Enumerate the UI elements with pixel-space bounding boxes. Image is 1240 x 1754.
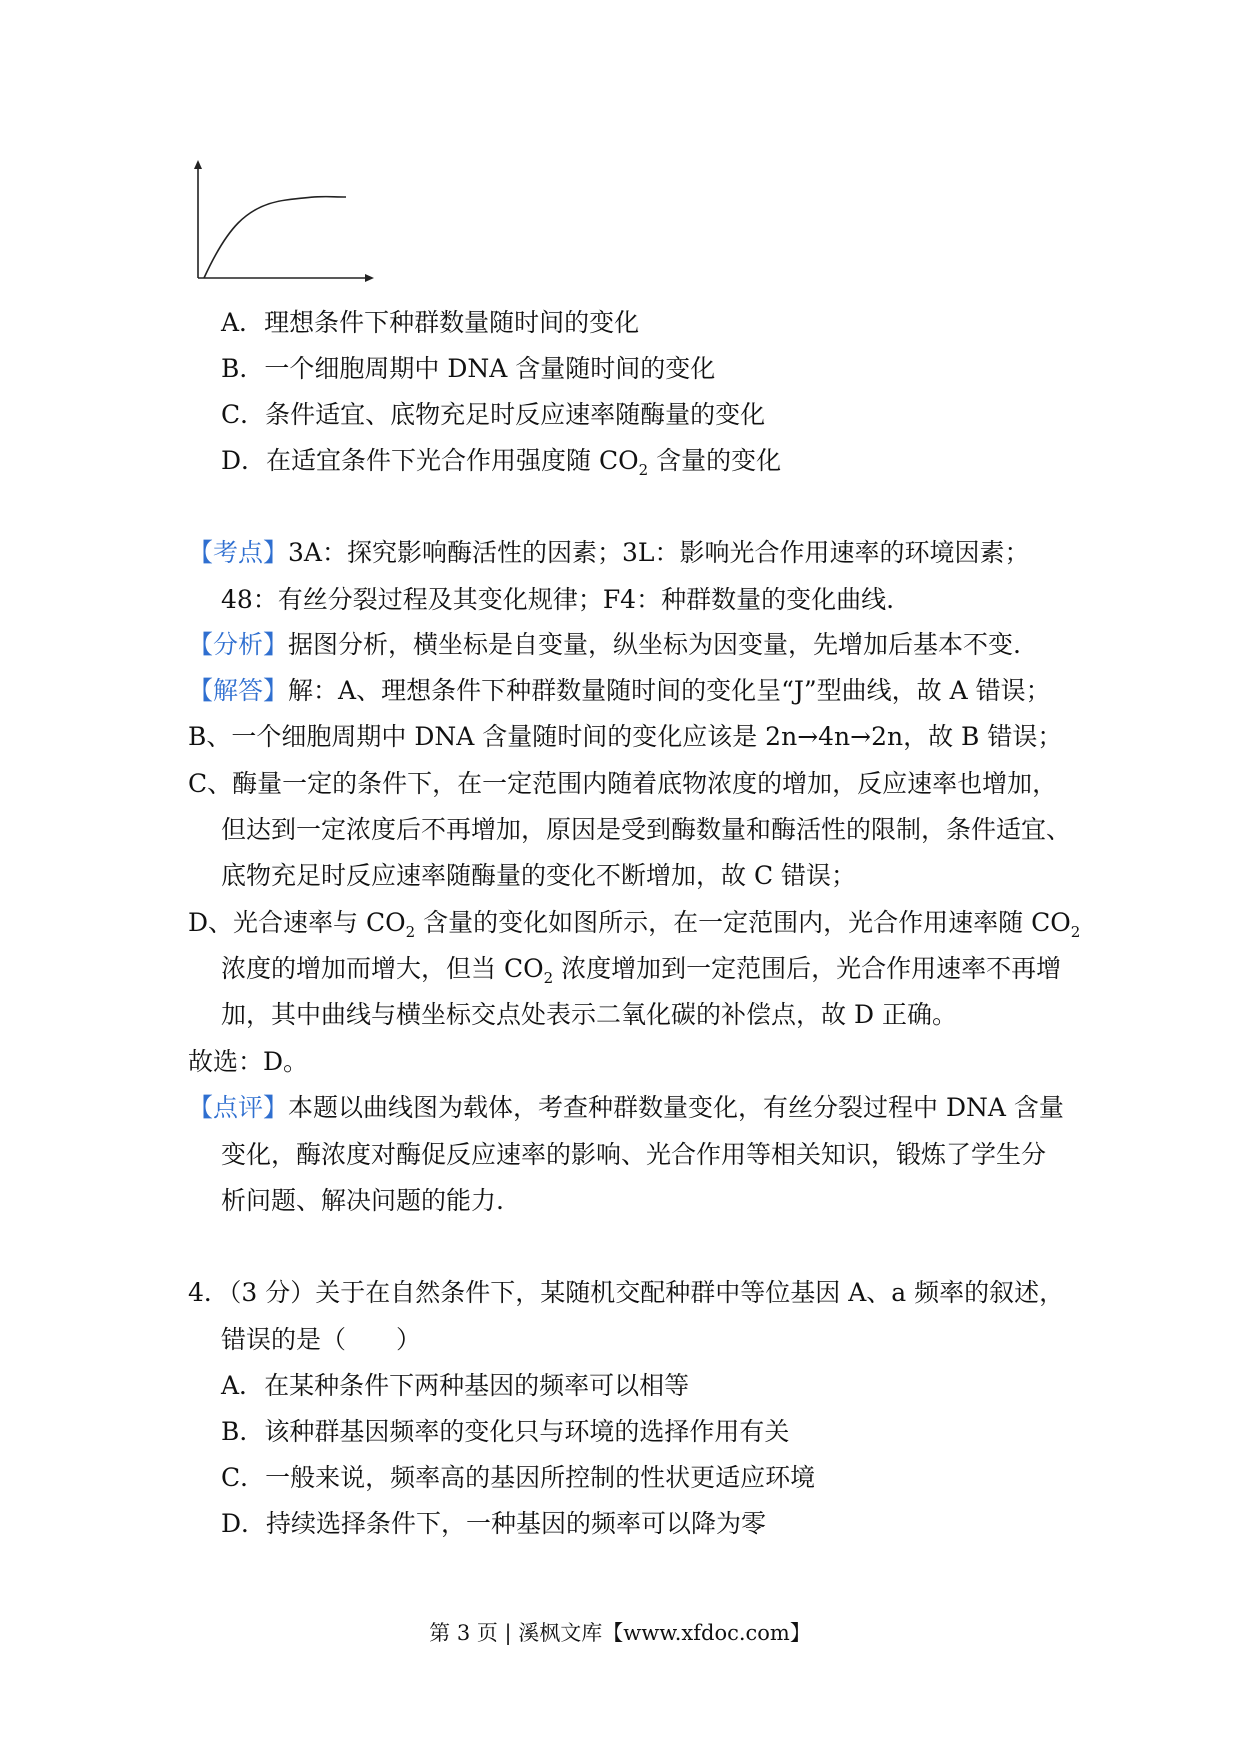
subscript: 2 (1070, 923, 1081, 941)
jieda-text: 解：A、理想条件下种群数量随时间的变化呈“J”型曲线，故 A 错误； (288, 676, 1051, 705)
option-text: 持续选择条件下，一种基因的频率可以降为零 (266, 1509, 767, 1538)
option-text: 该种群基因频率的变化只与环境的选择作用有关 (264, 1417, 790, 1446)
kaodian-line-2 (221, 583, 894, 617)
q3-option-a (221, 306, 639, 340)
q4-option-d (221, 1507, 766, 1541)
q4-stem-line-2 (221, 1323, 421, 1357)
jieda-line-5 (221, 859, 856, 893)
option-text: 理想条件下种群数量随时间的变化 (264, 308, 640, 337)
fenxi-line (188, 628, 1021, 662)
dianping-text: 本题以曲线图为载体，考查种群数量变化，有丝分裂过程中 DNA 含量 (288, 1093, 1064, 1122)
jieda-line-4 (221, 813, 1071, 847)
jieda-text: 但达到一定浓度后不再增加，原因是受到酶数量和酶活性的限制，条件适宜、 (221, 815, 1072, 844)
jieda-line-3 (188, 767, 1057, 801)
dianping-tag: 【点评】 (188, 1093, 289, 1122)
q4-option-b (221, 1415, 789, 1449)
q3-option-d (221, 444, 781, 481)
q4-stem-line-1 (188, 1276, 1064, 1310)
guxuan-line (188, 1045, 308, 1079)
jieda-text: C、酶量一定的条件下，在一定范围内随着底物浓度的增加，反应速率也增加， (188, 769, 1058, 798)
option-text: 一个细胞周期中 DNA 含量随时间的变化 (264, 354, 716, 383)
jieda-text: 浓度增加到一定范围后，光合作用速率不再增 (553, 954, 1062, 983)
dianping-text: 变化，酶浓度对酶促反应速率的影响、光合作用等相关知识，锻炼了学生分 (221, 1140, 1047, 1169)
option-letter: A． (221, 308, 265, 337)
kaodian-line-1 (188, 536, 1030, 570)
q4-stem: 4．（3 分）关于在自然条件下，某随机交配种群中等位基因 A、a 频率的叙述， (188, 1278, 1065, 1307)
option-letter: D． (221, 446, 267, 475)
option-letter: D． (221, 1509, 267, 1538)
option-letter: A． (221, 1371, 265, 1400)
jieda-text: D、光合速率与 CO (188, 908, 406, 937)
subscript: 2 (405, 923, 416, 941)
subscript: 2 (543, 969, 554, 987)
option-text: 在某种条件下两种基因的频率可以相等 (264, 1371, 690, 1400)
curve-graph (186, 160, 376, 290)
q3-option-b (221, 352, 715, 386)
jieda-text: B、一个细胞周期中 DNA 含量随时间的变化应该是 2n→4n→2n，故 B 错误； (188, 722, 1063, 751)
q4-stem: 错误的是（ ） (221, 1325, 422, 1354)
jieda-tag: 【解答】 (188, 676, 289, 705)
dianping-line-2 (221, 1138, 1046, 1172)
page-footer: 第 3 页 | 溪枫文库【www.xfdoc.com】 (429, 1621, 811, 1645)
jieda-line-6 (188, 906, 1080, 943)
option-letter: B． (221, 354, 265, 383)
option-letter: B． (221, 1417, 265, 1446)
dianping-text: 析问题、解决问题的能力. (221, 1186, 504, 1215)
q3-option-c (221, 398, 765, 432)
jieda-text: 浓度的增加而增大，但当 CO (221, 954, 544, 983)
x-axis-arrow (365, 274, 374, 282)
q4-option-a (221, 1369, 689, 1403)
y-axis-arrow (194, 160, 202, 169)
fenxi-tag: 【分析】 (188, 630, 289, 659)
option-text: 一般来说，频率高的基因所控制的性状更适应环境 (265, 1463, 816, 1492)
jieda-line-2 (188, 720, 1062, 754)
fenxi-text: 据图分析，横坐标是自变量，纵坐标为因变量，先增加后基本不变. (288, 630, 1021, 659)
answer-text: 故选：D。 (188, 1047, 309, 1076)
option-letter: C． (221, 1463, 266, 1492)
jieda-text: 加，其中曲线与横坐标交点处表示二氧化碳的补偿点，故 D 正确。 (221, 1000, 957, 1029)
kaodian-text: 48：有丝分裂过程及其变化规律；F4：种群数量的变化曲线. (221, 585, 895, 614)
subscript: 2 (638, 461, 649, 479)
option-text-post: 含量的变化 (648, 446, 782, 475)
kaodian-text: 3A：探究影响酶活性的因素；3L：影响光合作用速率的环境因素； (288, 538, 1030, 567)
jieda-text: 含量的变化如图所示，在一定范围内，光合作用速率随 CO (415, 908, 1071, 937)
jieda-line-1 (188, 674, 1051, 708)
q4-option-c (221, 1461, 815, 1495)
dianping-line-3 (221, 1184, 504, 1218)
curve (204, 197, 346, 278)
option-text-pre: 在适宜条件下光合作用强度随 CO (266, 446, 639, 475)
kaodian-tag: 【考点】 (188, 538, 289, 567)
jieda-line-7 (221, 952, 1061, 989)
option-text: 条件适宜、底物充足时反应速率随酶量的变化 (265, 400, 766, 429)
option-letter: C． (221, 400, 266, 429)
dianping-line-1 (188, 1091, 1064, 1125)
jieda-line-8 (221, 998, 957, 1032)
jieda-text: 底物充足时反应速率随酶量的变化不断增加，故 C 错误； (221, 861, 857, 890)
